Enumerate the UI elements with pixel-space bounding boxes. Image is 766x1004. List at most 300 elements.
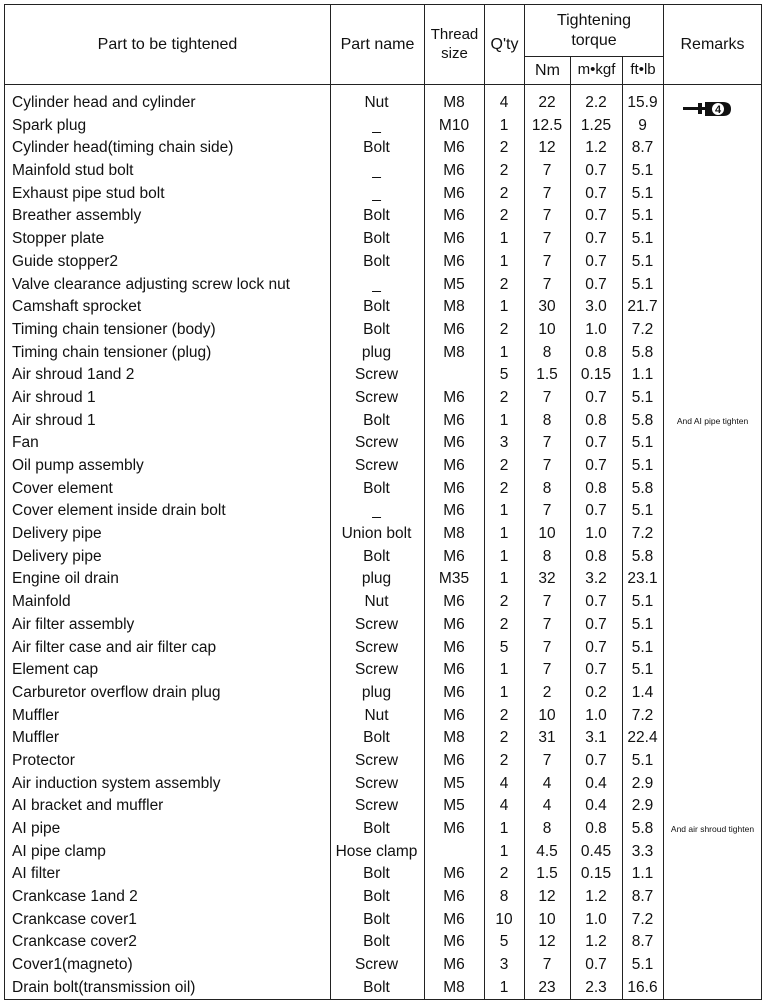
header-nm: Nm (535, 61, 560, 79)
row-torque-nm: 7 (542, 230, 552, 248)
table-row (5, 92, 763, 115)
row-torque-nm: 7 (542, 457, 552, 474)
row-thread-size: M6 (443, 388, 465, 406)
table-row (5, 705, 763, 728)
row-torque-ftlb: 7.2 (631, 320, 654, 338)
row-qty: 2 (499, 184, 509, 202)
row-qty: 2 (499, 751, 509, 769)
row-remark (664, 183, 761, 206)
header-tightening-torque (525, 7, 663, 55)
row-part-to-be-tightened: Element cap (12, 661, 99, 679)
table-row (5, 727, 763, 750)
table-row (5, 931, 763, 954)
row-torque-mkgf: 0.8 (585, 547, 607, 565)
row-torque-mkgf: 1.2 (585, 139, 607, 157)
row-remark (664, 228, 761, 251)
row-thread-size: M6 (443, 502, 465, 520)
header-thread-size-line1: Thread (430, 25, 479, 43)
row-part-name: Union bolt (341, 525, 412, 543)
table-row (5, 251, 763, 274)
row-qty: 1 (499, 842, 509, 860)
row-part-name: Bolt (363, 729, 390, 747)
row-torque-ftlb: 2.9 (631, 774, 654, 792)
row-thread-size: M5 (443, 774, 465, 792)
table-row (5, 274, 763, 297)
row-torque-nm: 1.5 (536, 366, 558, 384)
row-qty: 2 (499, 479, 509, 497)
row-torque-ftlb: 7.2 (631, 910, 654, 928)
row-thread-size: M6 (443, 933, 465, 951)
row-part-name: Bolt (363, 139, 390, 157)
row-part-name: _ (372, 162, 381, 180)
row-torque-nm: 12.5 (531, 116, 563, 134)
row-thread-size (425, 364, 483, 387)
row-part-to-be-tightened: Guide stopper2 (12, 252, 118, 270)
row-remark (664, 614, 761, 637)
row-remark (664, 682, 761, 705)
row-torque-mkgf: 0.7 (585, 434, 607, 452)
table-row (5, 750, 763, 773)
row-torque-ftlb: 5.8 (631, 479, 654, 497)
row-torque-mkgf: 2.3 (585, 978, 607, 996)
row-qty: 2 (499, 729, 509, 747)
row-part-name: Bolt (363, 252, 390, 270)
row-torque-nm: 7 (542, 956, 552, 974)
row-part-to-be-tightened: Engine oil drain (12, 570, 119, 588)
table-row (5, 410, 763, 433)
row-qty: 1 (499, 683, 509, 701)
row-part-to-be-tightened: Cover element inside drain bolt (12, 502, 226, 520)
row-thread-size: M6 (443, 638, 465, 656)
row-thread-size: M6 (443, 184, 465, 202)
row-thread-size: M6 (443, 320, 465, 338)
row-remark (664, 954, 761, 977)
row-qty: 2 (499, 706, 509, 724)
row-torque-nm: 7 (542, 502, 552, 520)
row-part-to-be-tightened: Air shroud 1 (12, 388, 96, 406)
row-part-name: Screw (354, 797, 399, 815)
row-qty: 2 (499, 139, 509, 157)
row-qty: 4 (499, 94, 509, 111)
row-part-name: Screw (354, 956, 399, 974)
row-torque-nm: 7 (542, 615, 552, 633)
row-torque-ftlb: 23.1 (627, 570, 658, 588)
row-thread-size: M6 (443, 751, 465, 769)
row-qty: 1 (499, 298, 509, 316)
row-torque-mkgf: 1.2 (585, 933, 607, 951)
row-torque-nm: 12 (538, 933, 556, 951)
row-remark (664, 568, 761, 591)
row-torque-ftlb: 5.1 (631, 751, 654, 769)
row-part-to-be-tightened: AI bracket and muffler (12, 797, 164, 815)
row-qty: 2 (499, 615, 509, 633)
row-thread-size: M6 (443, 593, 465, 611)
header-thread-size (425, 5, 484, 84)
row-thread-size: M8 (443, 978, 465, 996)
table-row (5, 682, 763, 705)
row-part-to-be-tightened: Drain bolt(transmission oil) (12, 978, 196, 996)
row-qty: 1 (499, 411, 509, 429)
row-torque-nm: 7 (542, 751, 552, 769)
row-part-to-be-tightened: Cylinder head and cylinder (12, 94, 196, 111)
row-torque-nm: 7 (542, 388, 552, 406)
row-qty: 1 (499, 978, 509, 996)
table-row (5, 841, 763, 864)
row-part-to-be-tightened: Cover element (12, 479, 113, 497)
row-part-name: Hose clamp (335, 842, 418, 860)
row-part-to-be-tightened: Camshaft sprocket (12, 298, 142, 316)
row-remark: And air shroud tighten (670, 824, 755, 834)
row-thread-size: M8 (443, 298, 465, 316)
row-remark (664, 432, 761, 455)
row-torque-mkgf: 1.0 (585, 320, 607, 338)
row-torque-nm: 32 (538, 570, 556, 588)
row-thread-size (425, 841, 483, 864)
row-part-name: Screw (354, 751, 399, 769)
row-thread-size: M6 (443, 661, 465, 679)
row-torque-ftlb: 5.1 (631, 615, 654, 633)
row-qty: 5 (499, 638, 509, 656)
row-thread-size: M6 (443, 207, 465, 225)
row-remark (664, 637, 761, 660)
row-remark (664, 977, 761, 1000)
row-thread-size: M6 (443, 615, 465, 633)
table-row (5, 319, 763, 342)
row-part-to-be-tightened: Cylinder head(timing chain side) (12, 139, 234, 157)
row-torque-ftlb: 15.9 (627, 94, 658, 111)
row-qty: 2 (499, 593, 509, 611)
row-part-name: Screw (354, 388, 399, 406)
row-part-to-be-tightened: AI filter (12, 865, 61, 883)
row-torque-ftlb: 3.3 (631, 842, 654, 860)
table-row (5, 909, 763, 932)
table-row (5, 977, 763, 1000)
table-row (5, 115, 763, 138)
row-qty: 4 (499, 797, 509, 815)
row-qty: 1 (499, 661, 509, 679)
row-torque-nm: 7 (542, 593, 552, 611)
table-row (5, 432, 763, 455)
row-torque-ftlb: 8.7 (631, 888, 654, 906)
table-body (5, 92, 763, 1000)
table-row (5, 886, 763, 909)
row-torque-mkgf: 3.2 (585, 570, 607, 588)
row-thread-size: M6 (443, 683, 465, 701)
row-torque-nm: 8 (542, 547, 552, 565)
table-row (5, 637, 763, 660)
row-torque-mkgf: 0.7 (585, 661, 607, 679)
row-torque-ftlb: 7.2 (631, 706, 654, 724)
row-torque-mkgf: 1.0 (585, 706, 607, 724)
table-row (5, 205, 763, 228)
row-torque-ftlb: 5.1 (631, 457, 654, 474)
row-torque-mkgf: 0.15 (580, 366, 612, 384)
row-part-name: Bolt (363, 910, 390, 928)
row-torque-mkgf: 3.1 (585, 729, 607, 747)
row-torque-mkgf: 0.7 (585, 184, 607, 202)
row-torque-nm: 30 (538, 298, 556, 316)
row-torque-ftlb: 22.4 (627, 729, 658, 747)
row-torque-mkgf: 0.2 (585, 683, 607, 701)
row-part-name: Screw (354, 638, 399, 656)
row-thread-size: M5 (443, 797, 465, 815)
row-torque-ftlb: 5.1 (631, 252, 654, 270)
row-remark (664, 705, 761, 728)
row-thread-size: M8 (443, 525, 465, 543)
row-torque-ftlb: 5.1 (631, 638, 654, 656)
table-row (5, 364, 763, 387)
row-thread-size: M35 (438, 570, 470, 588)
row-torque-ftlb: 5.1 (631, 434, 654, 452)
row-torque-mkgf: 2.2 (585, 94, 607, 111)
row-part-name: Screw (354, 434, 399, 452)
row-remark (664, 773, 761, 796)
row-torque-ftlb: 2.9 (631, 797, 654, 815)
row-part-to-be-tightened: Delivery pipe (12, 525, 102, 543)
row-part-to-be-tightened: Air shroud 1and 2 (12, 366, 135, 384)
row-part-name: Bolt (363, 320, 390, 338)
row-qty: 1 (499, 252, 509, 270)
row-torque-nm: 7 (542, 184, 552, 202)
table-row (5, 818, 763, 841)
row-torque-ftlb: 5.1 (631, 956, 654, 974)
table-row (5, 773, 763, 796)
row-part-to-be-tightened: Spark plug (12, 116, 87, 134)
row-thread-size: M8 (443, 343, 465, 361)
row-part-to-be-tightened: Air shroud 1 (12, 411, 96, 429)
row-torque-nm: 10 (538, 706, 556, 724)
row-part-name: Screw (354, 774, 399, 792)
row-torque-ftlb: 5.1 (631, 661, 654, 679)
row-torque-mkgf: 0.7 (585, 162, 607, 180)
row-part-to-be-tightened: Mainfold (12, 593, 71, 611)
row-torque-mkgf: 0.8 (585, 343, 607, 361)
row-torque-mkgf: 0.8 (585, 479, 607, 497)
row-torque-ftlb: 16.6 (627, 978, 658, 996)
row-torque-mkgf: 0.8 (585, 411, 607, 429)
header-bottom-rule (5, 84, 761, 85)
row-part-to-be-tightened: Air induction system assembly (12, 774, 221, 792)
row-qty: 1 (499, 343, 509, 361)
row-remark (664, 137, 761, 160)
row-thread-size: M6 (443, 706, 465, 724)
row-thread-size: M10 (438, 116, 470, 134)
row-part-name: _ (372, 116, 381, 134)
row-torque-nm: 31 (538, 729, 556, 747)
row-torque-nm: 12 (538, 888, 556, 906)
row-torque-ftlb: 1.1 (631, 865, 654, 883)
row-torque-mkgf: 0.7 (585, 207, 607, 225)
row-torque-ftlb: 5.1 (631, 388, 654, 406)
row-torque-ftlb: 1.1 (631, 366, 654, 384)
row-remark (664, 546, 761, 569)
table-row (5, 228, 763, 251)
row-torque-ftlb: 8.7 (631, 139, 654, 157)
row-torque-nm: 10 (538, 525, 556, 543)
row-torque-nm: 4 (542, 797, 552, 815)
row-torque-ftlb: 5.1 (631, 230, 654, 248)
row-remark (664, 364, 761, 387)
row-remark (664, 886, 761, 909)
header-tightening-torque-line1: Tightening (556, 12, 632, 29)
row-qty: 1 (499, 502, 509, 520)
row-qty: 3 (499, 434, 509, 452)
row-part-name: plug (361, 570, 392, 588)
row-part-to-be-tightened: Protector (12, 751, 75, 769)
row-qty: 1 (499, 525, 509, 543)
row-remark (664, 591, 761, 614)
row-torque-nm: 8 (542, 479, 552, 497)
row-thread-size: M6 (443, 230, 465, 248)
header-tightening-torque-line2: torque (571, 32, 617, 49)
table-row (5, 659, 763, 682)
row-torque-nm: 12 (538, 139, 556, 157)
row-remark (664, 795, 761, 818)
row-torque-ftlb: 5.1 (631, 275, 654, 293)
row-thread-size: M6 (443, 865, 465, 883)
row-torque-nm: 7 (542, 434, 552, 452)
row-qty: 8 (499, 888, 509, 906)
row-part-to-be-tightened: Fan (12, 434, 39, 452)
table-row (5, 591, 763, 614)
row-torque-nm: 7 (542, 638, 552, 656)
row-qty: 2 (499, 320, 509, 338)
row-thread-size: M6 (443, 479, 465, 497)
row-remark (664, 931, 761, 954)
row-remark (664, 274, 761, 297)
table-row (5, 500, 763, 523)
row-torque-mkgf: 0.7 (585, 252, 607, 270)
row-part-name: Screw (354, 615, 399, 633)
table-row (5, 160, 763, 183)
row-torque-mkgf: 0.7 (585, 457, 607, 474)
row-part-name: Bolt (363, 978, 390, 996)
torque-step-number: 4 (714, 104, 722, 116)
table-row (5, 614, 763, 637)
row-part-name: plug (361, 343, 392, 361)
row-qty: 2 (499, 162, 509, 180)
row-torque-mkgf: 1.25 (580, 116, 612, 134)
row-part-name: Bolt (363, 479, 390, 497)
row-part-to-be-tightened: Air filter assembly (12, 615, 135, 633)
table-row (5, 546, 763, 569)
header-remarks: Remarks (680, 35, 745, 53)
row-torque-nm: 8 (542, 820, 552, 837)
row-part-name: Nut (364, 593, 389, 611)
table-row (5, 478, 763, 501)
row-qty: 2 (499, 865, 509, 883)
row-part-name: Bolt (363, 820, 390, 837)
header-ftlb: ft•lb (630, 61, 656, 79)
row-part-to-be-tightened: Stopper plate (12, 230, 105, 248)
row-thread-size: M6 (443, 434, 465, 452)
row-torque-mkgf: 0.7 (585, 275, 607, 293)
row-part-name: Bolt (363, 411, 390, 429)
row-torque-mkgf: 0.7 (585, 956, 607, 974)
row-part-to-be-tightened: Delivery pipe (12, 547, 102, 565)
row-part-to-be-tightened: Air filter case and air filter cap (12, 638, 217, 656)
row-torque-nm: 23 (538, 978, 556, 996)
row-qty: 1 (499, 230, 509, 248)
row-thread-size: M5 (443, 275, 465, 293)
row-torque-ftlb: 1.4 (631, 683, 654, 701)
row-part-to-be-tightened: Crankcase cover1 (12, 910, 137, 928)
row-remark (664, 750, 761, 773)
row-torque-mkgf: 0.8 (585, 820, 607, 837)
row-qty: 5 (499, 933, 509, 951)
row-qty: 5 (499, 366, 509, 384)
row-qty: 3 (499, 956, 509, 974)
row-torque-mkgf: 1.2 (585, 888, 607, 906)
row-torque-ftlb: 5.1 (631, 502, 654, 520)
row-remark: And AI pipe tighten (676, 415, 749, 426)
row-remark (664, 841, 761, 864)
row-qty: 10 (495, 910, 513, 928)
table-row (5, 183, 763, 206)
row-part-name: plug (361, 683, 392, 701)
row-torque-ftlb: 8.7 (631, 933, 654, 951)
row-part-to-be-tightened: Muffler (12, 729, 60, 747)
row-thread-size: M6 (443, 547, 465, 565)
row-torque-nm: 7 (542, 207, 552, 225)
row-torque-nm: 8 (542, 343, 552, 361)
row-remark (664, 863, 761, 886)
row-qty: 1 (499, 116, 509, 134)
row-part-name: Bolt (363, 230, 390, 248)
row-part-to-be-tightened: AI pipe clamp (12, 842, 106, 860)
table-row (5, 296, 763, 319)
row-qty: 1 (499, 570, 509, 588)
row-torque-ftlb: 5.1 (631, 184, 654, 202)
row-torque-nm: 7 (542, 661, 552, 679)
row-remark (664, 205, 761, 228)
header-thread-size-line2: size (441, 44, 468, 62)
row-part-to-be-tightened: Cover1(magneto) (12, 956, 133, 974)
row-thread-size: M6 (443, 252, 465, 270)
row-torque-nm: 7 (542, 162, 552, 180)
row-part-to-be-tightened: Carburetor overflow drain plug (12, 683, 221, 701)
row-torque-mkgf: 3.0 (585, 298, 607, 316)
row-remark (664, 342, 761, 365)
row-part-name: Bolt (363, 207, 390, 225)
row-torque-nm: 4.5 (536, 842, 558, 860)
row-torque-ftlb: 5.1 (631, 207, 654, 225)
row-torque-nm: 2 (542, 683, 552, 701)
row-thread-size: M8 (443, 729, 465, 747)
row-part-to-be-tightened: Timing chain tensioner (plug) (12, 343, 212, 361)
row-torque-nm: 10 (538, 910, 556, 928)
row-part-name: Bolt (363, 888, 390, 906)
row-torque-mkgf: 1.0 (585, 910, 607, 928)
table-row (5, 568, 763, 591)
row-part-name: _ (372, 184, 381, 202)
row-remark (664, 478, 761, 501)
row-torque-ftlb: 7.2 (631, 525, 654, 543)
row-thread-size: M6 (443, 139, 465, 157)
row-torque-nm: 10 (538, 320, 556, 338)
row-part-name: Nut (364, 706, 389, 724)
row-part-to-be-tightened: Oil pump assembly (12, 457, 144, 474)
row-thread-size: M6 (443, 910, 465, 928)
row-torque-ftlb: 5.8 (631, 820, 654, 837)
row-torque-ftlb: 9 (638, 116, 647, 134)
row-torque-mkgf: 0.7 (585, 502, 607, 520)
row-torque-nm: 8 (542, 411, 552, 429)
table-row (5, 387, 763, 410)
table-row (5, 954, 763, 977)
row-thread-size: M8 (443, 94, 465, 111)
row-remark (664, 500, 761, 523)
